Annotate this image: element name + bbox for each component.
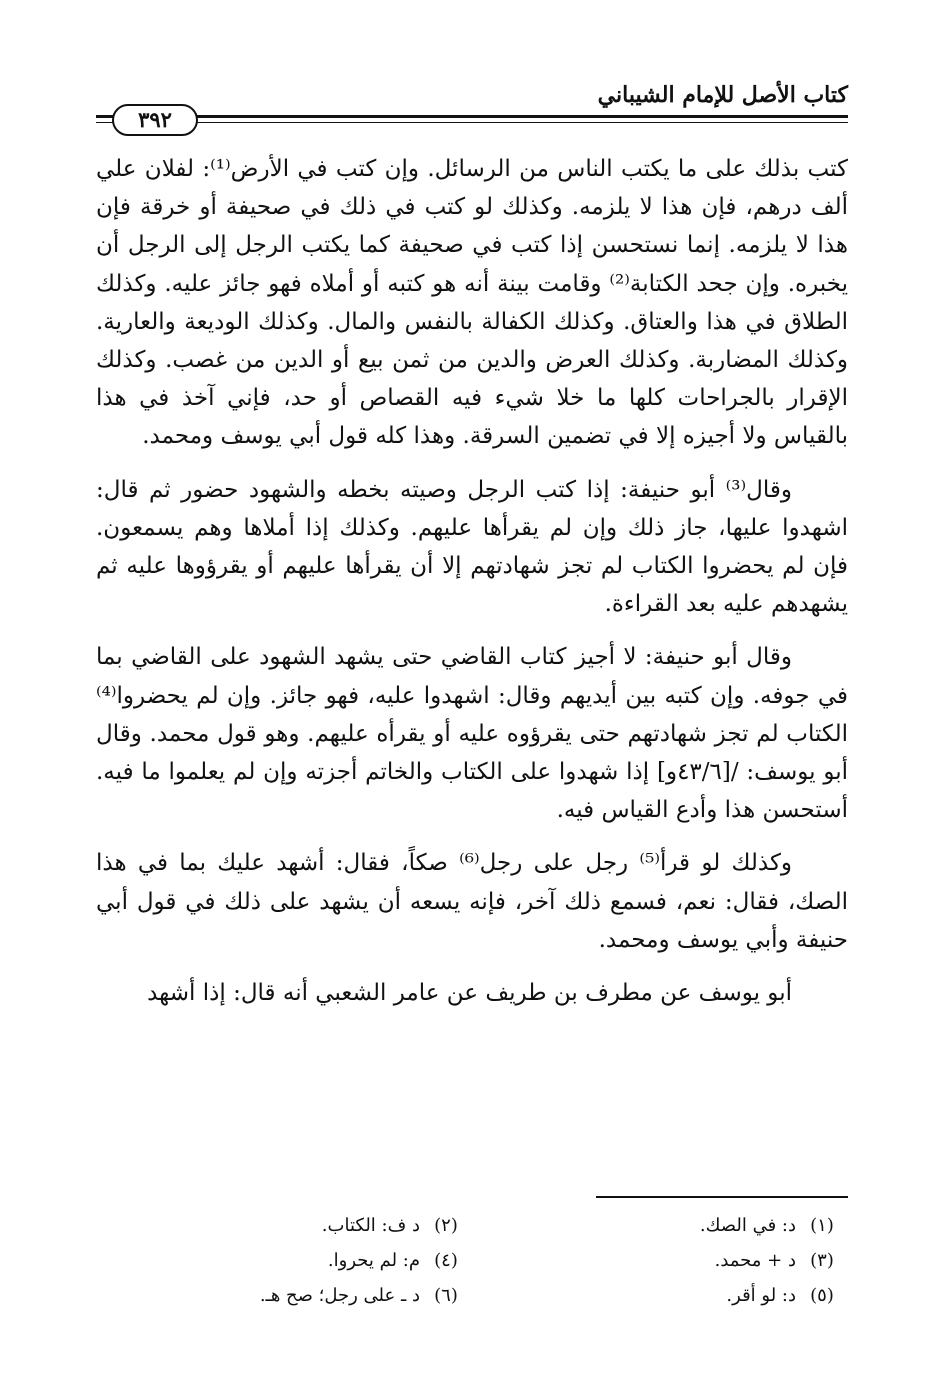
footnote-number: (٦) <box>434 1285 458 1306</box>
paragraph: وقال أبو حنيفة: لا أجيز كتاب القاضي حتى يشهد الشهود على القاضي بما في جوفه. وإن كتبه بين أيديهم وقال: اشهدوا عليه، فهو جائز. وإن لم يحضروا⁽⁴⁾ الكتاب لم تجز شهادتهم حتى يقرؤوه عليه أو يقرأه عليهم. وهو قول محمد. وقال أبو يوسف: /[٤٣/٦و] إذا شهدوا على الكتاب والخاتم أجزته وإن لم يعلموا ما فيه. أستحسن هذا وأدع القياس فيه. <box>96 644 849 824</box>
main-text <box>96 150 848 1027</box>
footnote-number: (٣) <box>810 1250 834 1271</box>
footnote-row <box>96 1278 848 1313</box>
footnote-text: د ـ على رجل؛ صح هـ. <box>259 1285 420 1306</box>
footnote <box>472 1250 848 1271</box>
header-rule-thick <box>96 115 848 118</box>
footnote-row <box>96 1208 848 1243</box>
running-header <box>96 72 848 142</box>
footnote <box>96 1215 472 1236</box>
footnote-text: د + محمد. <box>714 1250 796 1271</box>
footnote-text: د: في الصك. <box>699 1215 796 1236</box>
footnotes <box>96 1208 848 1313</box>
paragraph: كتب بذلك على ما يكتب الناس من الرسائل. وإن كتب في الأرض⁽¹⁾: لفلان علي ألف درهم، فإن هذا لا يلزمه. وكذلك لو كتب في ذلك في صحيفة أو خرقة فإن هذا لا يلزمه. إنما نستحسن إذا كتب في صحيفة كما يكتب الرجل إلى الرجل أن يخبره. وإن جحد الكتابة⁽²⁾ وقامت بينة أنه هو كتبه أو أملاه فهو جائز عليه. وكذلك الطلاق في هذا والعتاق. وكذلك الكفالة بالنفس والمال. وكذلك الوديعة والعارية. وكذلك المضاربة. وكذلك العرض والدين من ثمن بيع أو الدين من غصب. وكذلك الإقرار بالجراحات كلها ما خلا شيء فيه القصاص أو حد، فإني آخذ في هذا بالقياس ولا أجيزه إلا في تضمين السرقة. وهذا كله قول أبي يوسف ومحمد. <box>96 156 848 450</box>
footnote-number: (٤) <box>434 1250 458 1271</box>
book-title: كتاب الأصل للإمام الشيباني <box>597 82 848 108</box>
footnote-number: (٥) <box>810 1285 834 1306</box>
paragraph: وكذلك لو قرأ⁽⁵⁾ رجل على رجل⁽⁶⁾ صكاً، فقال: أشهد عليك بما في هذا الصك، فقال: نعم، فسمع ذلك آخر، فإنه يسعه أن يشهد على ذلك في قول أبي حنيفة وأبي يوسف ومحمد. <box>96 850 848 953</box>
footnote-number: (١) <box>810 1215 834 1236</box>
paragraph: أبو يوسف عن مطرف بن طريف عن عامر الشعبي أنه قال: إذا أشهد <box>147 980 792 1007</box>
footnote <box>472 1285 848 1306</box>
footnote-separator <box>596 1196 848 1198</box>
footnote-text: د ف: الكتاب. <box>321 1215 420 1236</box>
page-number: ٣٩٢ <box>112 104 198 136</box>
footnote <box>96 1285 472 1306</box>
footnote-row <box>96 1243 848 1278</box>
footnote-text: د: لو أقر. <box>726 1285 796 1306</box>
footnote <box>472 1215 848 1236</box>
footnote-text: م: لم يحروا. <box>327 1250 420 1271</box>
header-rule-thin <box>96 122 848 123</box>
footnote <box>96 1250 472 1271</box>
paragraph: وقال⁽³⁾ أبو حنيفة: إذا كتب الرجل وصيته بخطه والشهود حضور ثم قال: اشهدوا عليها، جاز ذلك وإن لم يقرأها عليهم. وكذلك إذا أملاها وهم يسمعون. فإن لم يحضروا الكتاب لم تجز شهادتهم إلا أن يقرأها عليهم أو يقرؤوها عليه ثم يشهدهم عليه بعد القراءة. <box>96 476 848 618</box>
footnote-number: (٢) <box>434 1215 458 1236</box>
